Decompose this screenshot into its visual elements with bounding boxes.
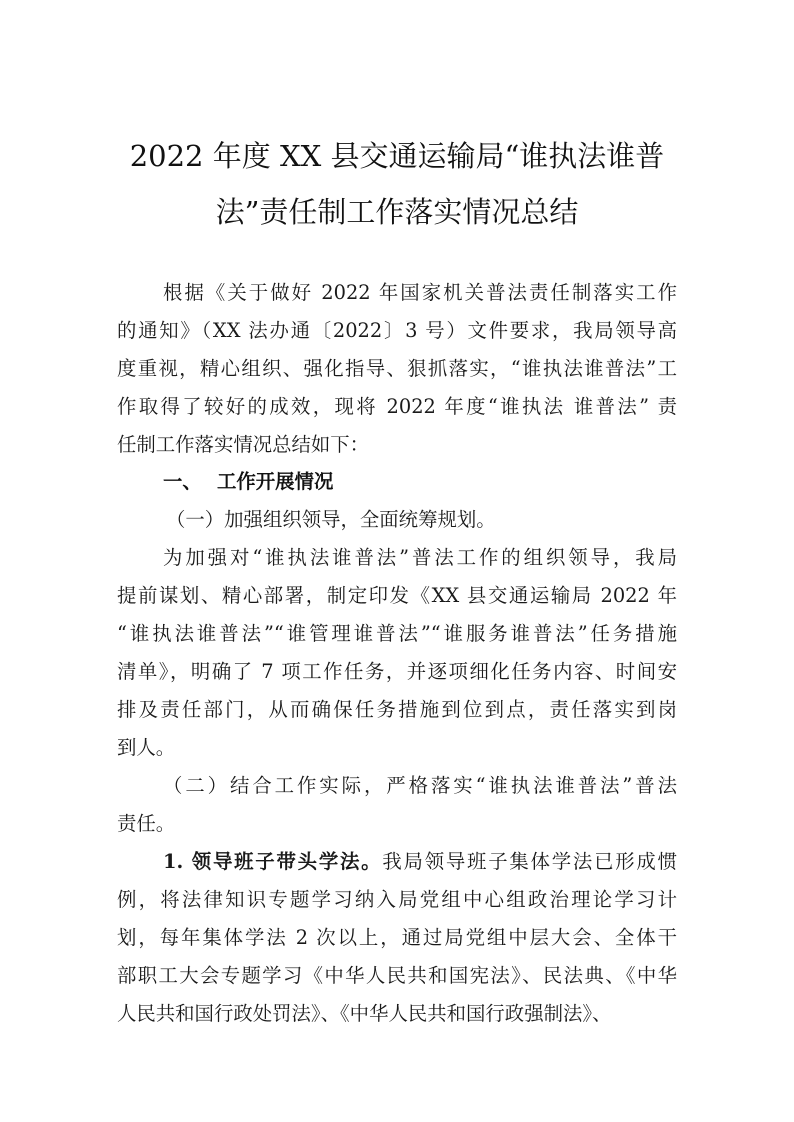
sub1-line-1: 为加强对“谁执法谁普法”普法工作的组织领导，我局 bbox=[163, 546, 677, 569]
subsection-heading-1: （一）加强组织领导，全面统筹规划。 bbox=[166, 508, 496, 531]
item1-bold-lead: 1. 领导班子带头学法。 bbox=[163, 850, 383, 873]
section-number: 一、 bbox=[163, 470, 202, 493]
section-title: 工作开展情况 bbox=[217, 470, 334, 493]
intro-line-5: 任制工作落实情况总结如下： bbox=[117, 433, 370, 456]
sub1-line-5: 排及责任部门，从而确保任务措施到位到点，责任落实到岗 bbox=[117, 698, 677, 721]
sub1-line-4: 清单》，明确了 7 项工作任务，并逐项细化任务内容、时间安 bbox=[117, 660, 677, 683]
intro-line-4: 作取得了较好的成效，现将 2022 年度“谁执法 谁普法” 责 bbox=[117, 395, 677, 418]
intro-line-2: 的通知》（XX 法办通〔2022〕3 号）文件要求，我局领导高 bbox=[117, 319, 677, 342]
intro-line-1: 根据《关于做好 2022 年国家机关普法责任制落实工作 bbox=[163, 281, 677, 304]
sub1-line-3: “谁执法谁普法”“谁管理谁普法”“谁服务谁普法”任务措施 bbox=[117, 622, 677, 645]
item1-line-3: 划，每年集体学法 2 次以上，通过局党组中层大会、全体干 bbox=[117, 926, 677, 949]
item1-first-line-rest: 我局领导班子集体学法已形成惯 bbox=[382, 850, 677, 873]
document-title-line-2: 法”责任制工作落实情况总结 bbox=[215, 195, 579, 229]
item1-line-5: 人民共和国行政处罚法》、《中华人民共和国行政强制法》、 bbox=[117, 1002, 612, 1025]
intro-line-3: 度重视，精心组织、强化指导、狠抓落实，“谁执法谁普法”工 bbox=[117, 357, 677, 380]
section-heading-1 bbox=[163, 467, 333, 497]
item1-line-1 bbox=[163, 847, 677, 877]
subsection-heading-2-line-1: （二）结合工作实际，严格落实“谁执法谁普法”普法 bbox=[163, 774, 677, 797]
sub1-line-6: 到人。 bbox=[117, 736, 176, 759]
item1-line-2: 例，将法律知识专题学习纳入局党组中心组政治理论学习计 bbox=[117, 888, 677, 911]
sub1-line-2: 提前谋划、精心部署，制定印发《XX 县交通运输局 2022 年 bbox=[117, 584, 677, 607]
subsection-heading-2-line-2: 责任。 bbox=[117, 812, 176, 835]
document-title-line-1: 2022 年度 XX 县交通运输局“谁执法谁普 bbox=[129, 139, 665, 173]
item1-line-4: 部职工大会专题学习《中华人民共和国宪法》、民法典、《中华 bbox=[117, 964, 677, 987]
